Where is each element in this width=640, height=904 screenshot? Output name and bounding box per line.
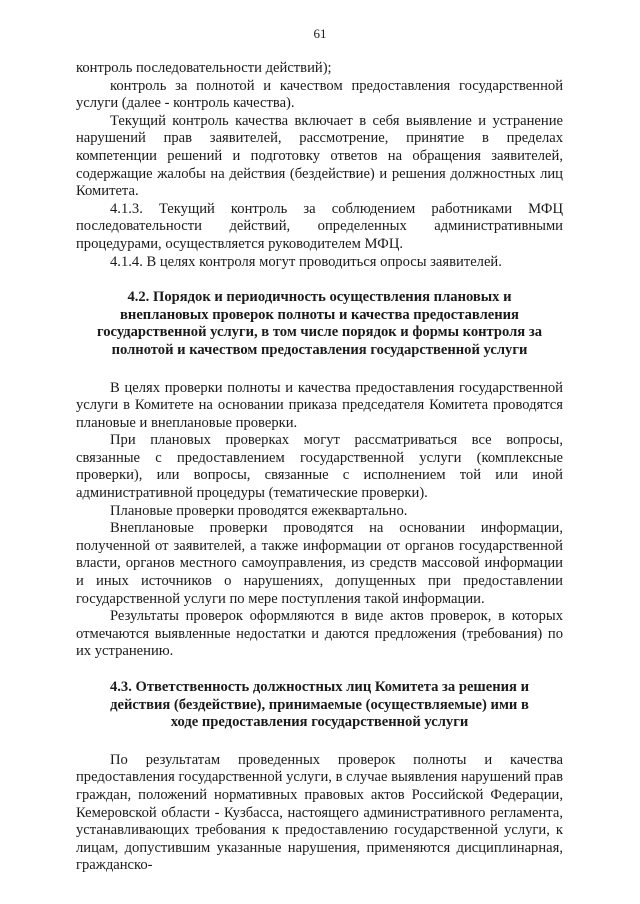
paragraph: 4.1.3. Текущий контроль за соблюдением работниками МФЦ последовательности действий, определенных административными процедурами, осуществляется руководителем МФЦ. [76,200,563,252]
paragraph: По результатам проведенных проверок полноты и качества предоставления государственной услуги, в случае выявления нарушений прав граждан, положений нормативных правовых актов Российской Федерации, Кемеровской области - Кузбасса, настоящего административного регламента, устанавливающих требования к предоставлению государственной услуги, к лицам, допустившим указанные нарушения, применяются дисциплинарная, гражданско- [76,751,563,874]
paragraph: контроль за полнотой и качеством предоставления государственной услуги (далее - контроль качества). [76,77,563,112]
page-content [76,60,563,875]
paragraph: контроль последовательности действий); [76,60,332,76]
paragraph: Плановые проверки проводятся ежеквартально. [110,502,408,519]
section-heading-4-2: 4.2. Порядок и периодичность осуществления плановых и внеплановых проверок полноты и качества предоставления государственной услуги, в том числе порядок и формы контроля за полнотой и качеством предоставления государственной услуги [96,289,543,358]
paragraph: Результаты проверок оформляются в виде актов проверок, в которых отмечаются выявленные недостатки и даются предложения (требования) по их устранению. [76,608,563,660]
paragraph: В целях проверки полноты и качества предоставления государственной услуги в Комитете на основании приказа председателя Комитета проводятся плановые и внеплановые проверки. [76,379,563,431]
paragraph: Текущий контроль качества включает в себя выявление и устранение нарушений прав заявителей, рассмотрение, принятие в пределах компетенции решений и подготовку ответов на обращения заявителей, содержащие жалобы на действия (бездействие) и решения должностных лиц Комитета. [76,112,563,200]
paragraph: При плановых проверках могут рассматриваться все вопросы, связанные с предоставлением государственной услуги (комплексные проверки), или вопросы, связанные с исполнением той или иной административной процедуры (тематические проверки). [76,432,563,502]
paragraph: Внеплановые проверки проводятся на основании информации, полученной от заявителей, а также информации от органов государственной власти, органов местного самоуправления, из средств массовой информации и иных источников о нарушениях, допущенных при предоставлении государственной услуги по мере поступления такой информации. [76,520,563,607]
page-number: 61 [313,26,327,41]
paragraph: 4.1.4. В целях контроля могут проводиться опросы заявителей. [110,253,502,270]
section-heading-4-3: 4.3. Ответственность должностных лиц Комитета за решения и действия (бездействие), принимаемые (осуществляемые) ими в ходе предоставления государственной услуги [109,679,530,731]
